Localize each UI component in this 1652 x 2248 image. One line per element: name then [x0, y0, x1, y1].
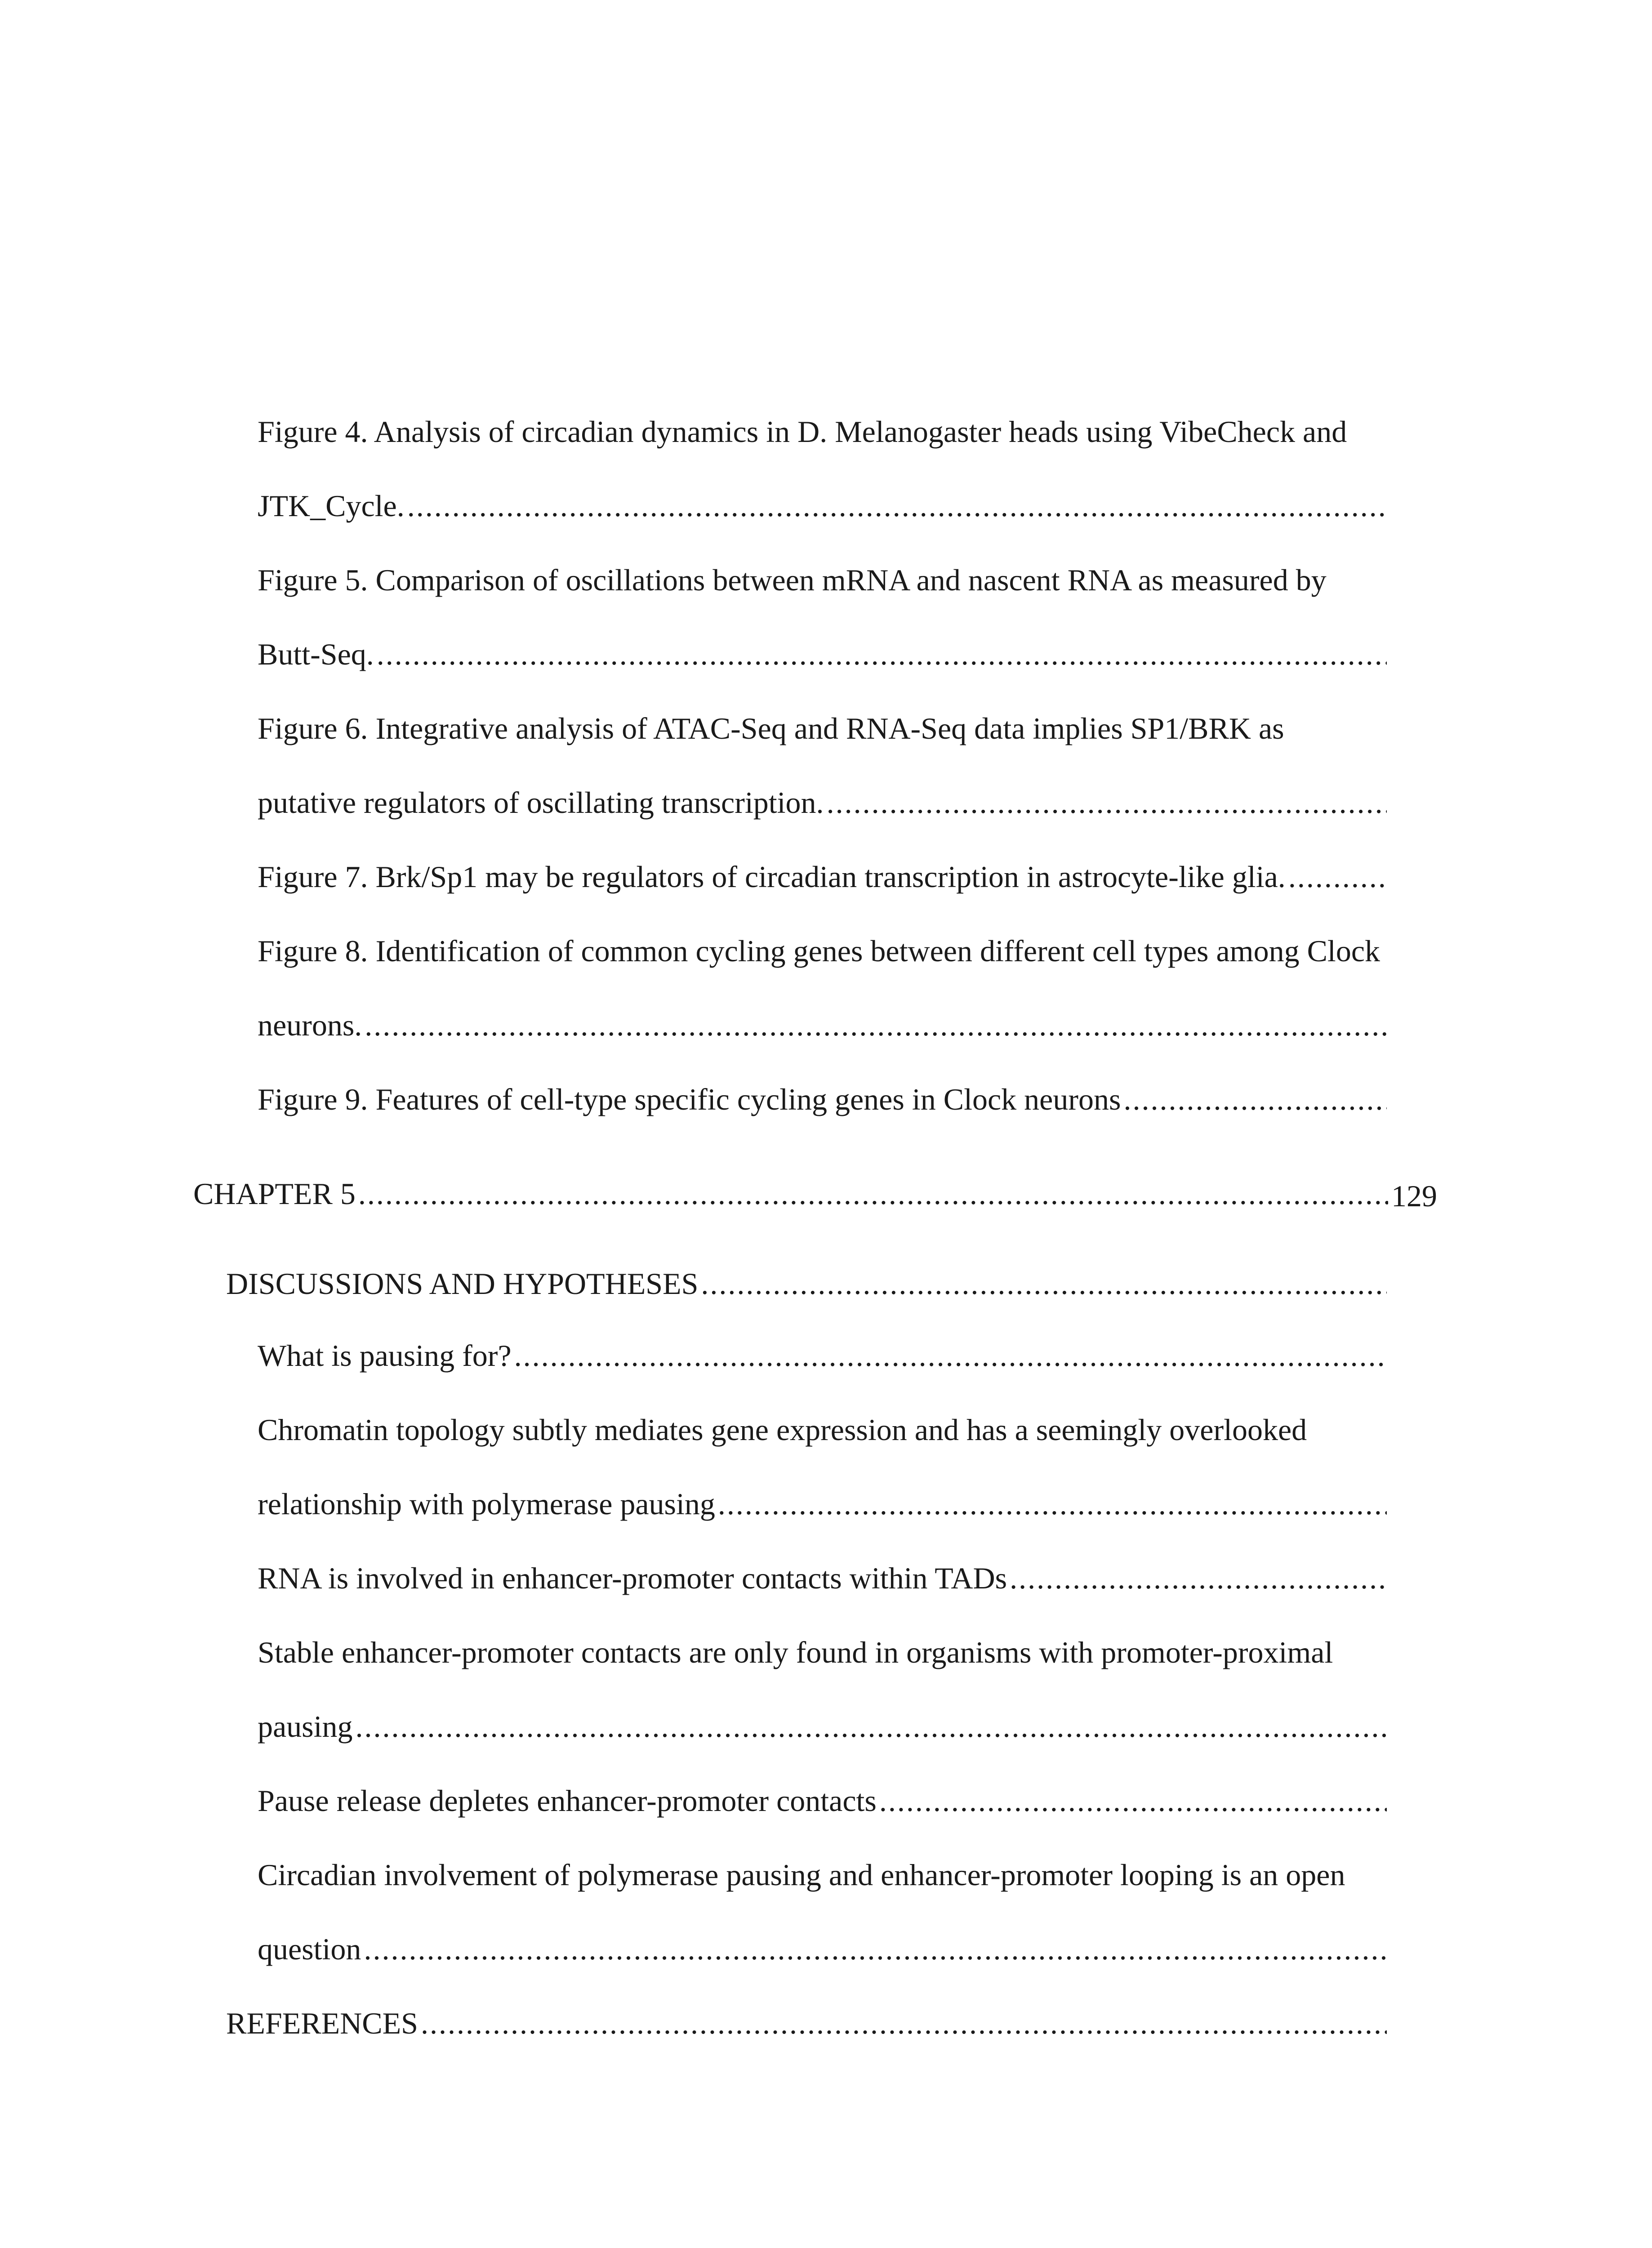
dot-leader	[365, 1007, 1387, 1043]
toc-figure-4-title: Figure 4. Analysis of circadian dynamics in D. Melanogaster heads using VibeCheck and	[258, 415, 1347, 449]
toc-figure-6-leader-line	[258, 785, 1387, 821]
toc-figure-9-title: Figure 9. Features of cell-type specific cycling genes in Clock neurons	[258, 1082, 1121, 1116]
toc-chapter-5-page-number: 129	[1391, 1179, 1437, 1213]
toc-circadian-leader-line	[258, 1931, 1387, 1967]
dot-leader	[364, 1931, 1387, 1967]
toc-figure-6-title: Figure 6. Integrative analysis of ATAC-Seq and RNA-Seq data implies SP1/BRK as	[258, 711, 1284, 745]
toc-figure-7-leader-line	[258, 859, 1387, 895]
dot-leader	[879, 1783, 1387, 1819]
toc-figure-5-title: Figure 5. Comparison of oscillations between mRNA and nascent RNA as measured by	[258, 563, 1327, 597]
toc-figure-8-title-cont: neurons.	[258, 1008, 362, 1042]
toc-stable-title-cont: pausing	[258, 1709, 353, 1744]
toc-rna-title: RNA is involved in enhancer-promoter contacts within TADs	[258, 1561, 1007, 1595]
dot-leader	[356, 1708, 1387, 1744]
dot-leader	[514, 1338, 1387, 1374]
toc-chapter-5-leader-line	[193, 1176, 1388, 1212]
toc-stable-title: Stable enhancer-promoter contacts are only found in organisms with promoter-proximal	[258, 1635, 1333, 1669]
toc-references-leader-line	[226, 2005, 1387, 2041]
toc-chromatin-title-cont: relationship with polymerase pausing	[258, 1487, 715, 1521]
toc-figure-6-title-cont: putative regulators of oscillating transcription.	[258, 785, 824, 820]
toc-chromatin-title: Chromatin topology subtly mediates gene expression and has a seemingly overlooked	[258, 1413, 1307, 1447]
toc-stable-leader-line	[258, 1708, 1387, 1744]
toc-figure-4-leader-line	[258, 488, 1387, 524]
toc-figure-5-leader-line	[258, 636, 1387, 672]
toc-figure-8-title: Figure 8. Identification of common cycling genes between different cell types among Clock	[258, 934, 1380, 968]
toc-circadian-title: Circadian involvement of polymerase pausing and enhancer-promoter looping is an open	[258, 1858, 1345, 1892]
toc-figure-4-title-cont: JTK_Cycle.	[258, 489, 405, 523]
toc-circadian-title-cont: question	[258, 1932, 361, 1966]
toc-chapter-5-label: CHAPTER 5	[193, 1177, 356, 1211]
toc-figure-7-title: Figure 7. Brk/Sp1 may be regulators of circadian transcription in astrocyte-like glia.	[258, 860, 1286, 894]
toc-references-label: REFERENCES	[226, 2006, 418, 2040]
toc-pausing-leader-line	[258, 1338, 1387, 1374]
toc-chromatin-leader-line	[258, 1486, 1387, 1522]
toc-pause-release-leader-line	[258, 1783, 1387, 1819]
toc-pause-release-title: Pause release depletes enhancer-promoter contacts	[258, 1784, 877, 1818]
dot-leader	[407, 488, 1387, 524]
dot-leader	[377, 636, 1387, 672]
toc-discussions-leader-line	[226, 1266, 1387, 1302]
dot-leader	[701, 1266, 1387, 1302]
dot-leader	[1123, 1081, 1387, 1117]
dot-leader	[1288, 859, 1387, 895]
toc-pausing-title: What is pausing for?	[258, 1338, 512, 1373]
toc-figure-9-leader-line	[258, 1081, 1387, 1117]
dot-leader	[421, 2005, 1387, 2041]
toc-figure-8-leader-line	[258, 1007, 1387, 1043]
toc-figure-5-title-cont: Butt-Seq.	[258, 637, 374, 671]
dot-leader	[827, 785, 1387, 821]
dot-leader	[358, 1176, 1388, 1212]
dot-leader	[718, 1486, 1387, 1522]
toc-discussions-label: DISCUSSIONS AND HYPOTHESES	[226, 1267, 699, 1301]
toc-rna-leader-line	[258, 1560, 1387, 1596]
dot-leader	[1010, 1560, 1387, 1596]
